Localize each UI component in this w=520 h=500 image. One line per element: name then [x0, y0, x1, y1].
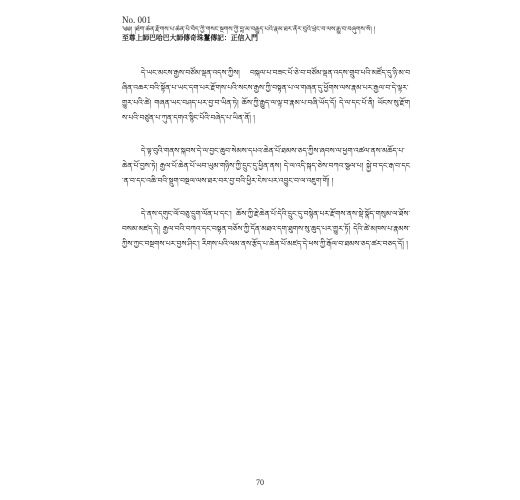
title-chinese: 至尊上師巴哈巴大師傳奇珠鬘傳記：正信入門	[122, 34, 258, 42]
document-body	[122, 65, 410, 269]
title-block	[122, 25, 422, 43]
title-tibetan: ༄༅། །ཐེག་ཆེན་རྫོགས་པ་ཆེན་པོ་བོད་ཀྱི་གསང་སྔགས་ཀྱི་བླ་མ་བརྒྱུད་པའི་རྣམ་ཐར་ནོར་བུའི་ཕྲེང་བ་ལས་རྒྱུ་བ་བཞུགས་སོ། །	[122, 25, 376, 33]
paragraph: དེ་ལྟ་བུའི་གནས་སྐབས་དེ་ལ་བྱང་ཆུབ་སེམས་དཔའ་ཆེན་པོ་ཐམས་ཅད་ཀྱིས་ཞབས་ལ་ཕྱག་འཚལ་ནས་མཆོད་པ་ཆེན་པོ་བྱས་ཏེ། རྒྱལ་པོ་ཆེན་པོ་ཡབ་ཡུམ་གཉིས་ཀྱི་དྲུང་དུ་ཕྱིན་ནས། དེ་ལ་འདི་སྐད་ཅེས་བཀའ་སྩལ་པ། སྐྱེ་བ་དང་རྒ་བ་དང་ན་བ་དང་འཆི་བའི་སྡུག་བསྔལ་ལས་ཐར་བར་བྱ་བའི་ཕྱིར་ངེས་པར་འབྱུང་བ་ལ་འཇུག་གོ། །	[122, 146, 410, 185]
paragraph: དེ་ཡང་མངས་རྒྱས་བཙོམ་ལྡན་འདས་ཀྱིས། བསྐལ་པ་བཟང་པོ་ཅེ་བ་བཙོམ་ལྡན་འདས་གྲུབ་པའི་མཛོད་དུ་ཉི་མ་བཞིན་འཆར་བའི་སྟོན་པ་ཡང་དག་པར་རྫོགས་པའི་སངས་རྒྱས་ཀྱི་བསྟན་པ་ལ་གཞན་དུ་ཕྱོགས་ལས་རྣམ་པར་རྒྱལ་བ་དེ་ལྟར་གྱུར་པའི་ཚེ། གཞན་ཡང་བཤད་པར་བྱ་བ་ཡིན་ཏེ། ཆོས་ཀྱི་རྒྱུད་ལ་ལྟ་བ་རྣམ་པ་བཞི་ཡོད་དོ། དེ་ལ་དང་པོ་ནི། ཡོངས་སུ་རྫོགས་པའི་བཙུན་པ་ཀུན་དགའ་སྙིང་པོའི་བཞེད་པ་ཡིན་ནོ། །	[122, 68, 410, 122]
page-number: 70	[256, 478, 264, 487]
paragraph: དེ་ནས་དགུང་ལོ་བཅུ་དྲུག་ལོན་པ་དང་། ཆོས་ཀྱི་རྗེ་ཆེན་པོ་དེའི་དྲུང་དུ་བསྙེན་པར་རྫོགས་ནས་སྡེ་སྣོད་གསུམ་ལ་ཐོས་བསམ་མཛད་དེ། རྒྱལ་བའི་བཀའ་དང་བསྟན་བཅོས་ཀྱི་དོན་མཐའ་དག་ཐུགས་སུ་ཆུད་པར་གྱུར་ཏོ། དེའི་ཚེ་མཁས་པ་རྣམས་ཀྱིས་ཀྱང་བསྔགས་པར་བྱས་ཤིང་། རིགས་པའི་ལམ་ནས་རྩོད་པ་ཆེན་པོ་མཛད་དེ་ཕས་ཀྱི་རྒོལ་བ་ཐམས་ཅད་ཚར་བཅད་དོ། །	[122, 209, 410, 248]
document-number: No. 001	[122, 15, 151, 25]
